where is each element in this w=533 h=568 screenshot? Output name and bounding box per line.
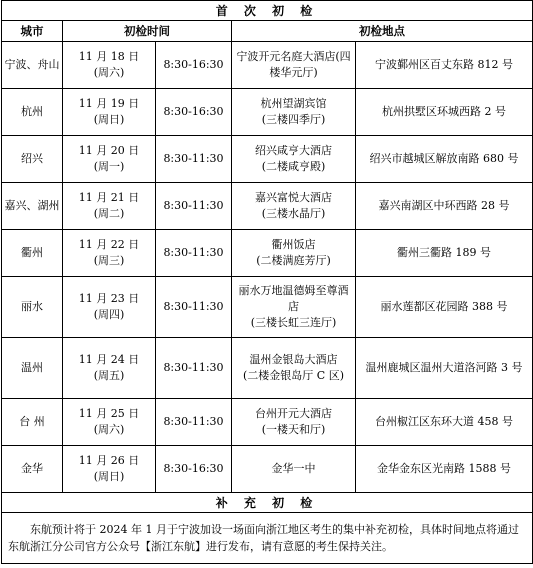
date-text: 11 月 21 日 [78,191,140,204]
venue-line: (二楼金银岛厅 C 区) [243,369,344,382]
address-cell: 绍兴市越城区解放南路 680 号 [356,136,533,183]
city-cell: 宁波、舟山 [2,42,63,89]
supplement-exam-title: 补 充 初 检 [2,493,533,513]
table-row [2,277,533,338]
supplement-title-row [2,493,533,513]
weekday-text: (周日) [93,113,125,126]
city-cell: 金华 [2,446,63,493]
venue-cell [232,42,356,89]
address-cell: 温州鹿城区温州大道洛河路 3 号 [356,338,533,399]
hours-cell: 8:30-11:30 [156,136,232,183]
header-location: 初检地点 [232,21,533,42]
table-row [2,136,533,183]
supplement-note: 东航预计将于 2024 年 1 月于宁波加设一场面向浙江地区考生的集中补充初检，具体时间地点将通过东航浙江分公司官方公众号【浙江东航】进行发布，请有意愿的考生保持关注。 [2,513,533,564]
date-cell [63,42,156,89]
table-row [2,89,533,136]
weekday-text: (周日) [93,470,125,483]
date-text: 11 月 19 日 [78,97,140,110]
weekday-text: (周二) [93,207,125,220]
weekday-text: (周三) [93,254,125,267]
venue-cell [232,136,356,183]
weekday-text: (周四) [93,308,125,321]
venue-line: (二楼满庭芳厅) [256,254,331,267]
hours-cell: 8:30-11:30 [156,183,232,230]
schedule-rows [2,42,533,493]
header-time: 初检时间 [63,21,232,42]
date-cell [63,338,156,399]
date-cell [63,399,156,446]
city-cell: 台 州 [2,399,63,446]
table-row [2,230,533,277]
venue-cell [232,277,356,338]
city-cell: 嘉兴、湖州 [2,183,63,230]
hours-cell: 8:30-11:30 [156,338,232,399]
venue-line: 温州金银岛大酒店 [249,353,338,366]
date-text: 11 月 24 日 [78,353,140,366]
hours-cell: 8:30-11:30 [156,277,232,338]
date-text: 11 月 25 日 [78,407,140,420]
venue-cell [232,399,356,446]
venue-line: (三楼水晶厅) [261,207,326,220]
first-exam-title-row [2,1,533,21]
weekday-text: (周一) [93,160,125,173]
venue-line: 嘉兴富悦大酒店 [255,191,332,204]
venue-line: 台州开元大酒店 [255,407,332,420]
hours-cell: 8:30-16:30 [156,42,232,89]
supplement-note-row [2,513,533,564]
venue-cell [232,183,356,230]
city-cell: 绍兴 [2,136,63,183]
date-cell [63,183,156,230]
weekday-text: (周五) [93,369,125,382]
venue-line: 丽水万地温德姆至尊酒店 [238,284,349,313]
address-cell: 杭州拱墅区环城西路 2 号 [356,89,533,136]
hours-cell: 8:30-16:30 [156,446,232,493]
date-text: 11 月 22 日 [78,238,140,251]
venue-line: (一楼天和厅) [261,423,326,436]
venue-cell [232,89,356,136]
table-row [2,399,533,446]
venue-cell [232,338,356,399]
header-row [2,21,533,42]
table-row [2,183,533,230]
date-cell [63,446,156,493]
date-text: 11 月 26 日 [78,454,140,467]
table-row [2,338,533,399]
city-cell: 杭州 [2,89,63,136]
schedule-table [1,0,533,564]
address-cell: 嘉兴南湖区中环西路 28 号 [356,183,533,230]
date-text: 11 月 18 日 [78,50,140,63]
weekday-text: (周六) [93,423,125,436]
venue-cell [232,446,356,493]
table-row [2,446,533,493]
date-cell [63,89,156,136]
header-city: 城市 [2,21,63,42]
table-row [2,42,533,89]
date-cell [63,136,156,183]
hours-cell: 8:30-11:30 [156,399,232,446]
venue-line: 衢州饭店 [271,238,316,251]
hours-cell: 8:30-11:30 [156,230,232,277]
address-cell: 丽水莲都区花园路 388 号 [356,277,533,338]
date-text: 11 月 20 日 [78,144,140,157]
hours-cell: 8:30-16:30 [156,89,232,136]
address-cell: 衢州三衢路 189 号 [356,230,533,277]
address-cell: 金华金东区光南路 1588 号 [356,446,533,493]
city-cell: 温州 [2,338,63,399]
city-cell: 衢州 [2,230,63,277]
venue-line: 楼华元厅) [269,66,318,79]
venue-line: (二楼咸亨殿) [261,160,326,173]
venue-line: 宁波开元名庭大酒店(四 [236,50,351,63]
address-cell: 宁波鄞州区百丈东路 812 号 [356,42,533,89]
date-text: 11 月 23 日 [78,292,140,305]
city-cell: 丽水 [2,277,63,338]
venue-line: (三楼长虹三连厅) [250,316,337,329]
first-exam-title: 首 次 初 检 [2,1,533,21]
venue-line: 绍兴咸亨大酒店 [255,144,332,157]
venue-line: 杭州望湖宾馆 [260,97,327,110]
venue-line: (三楼四季厅) [261,113,326,126]
date-cell [63,277,156,338]
venue-line: 金华一中 [271,462,316,475]
date-cell [63,230,156,277]
venue-cell [232,230,356,277]
weekday-text: (周六) [93,66,125,79]
address-cell: 台州椒江区东环大道 458 号 [356,399,533,446]
